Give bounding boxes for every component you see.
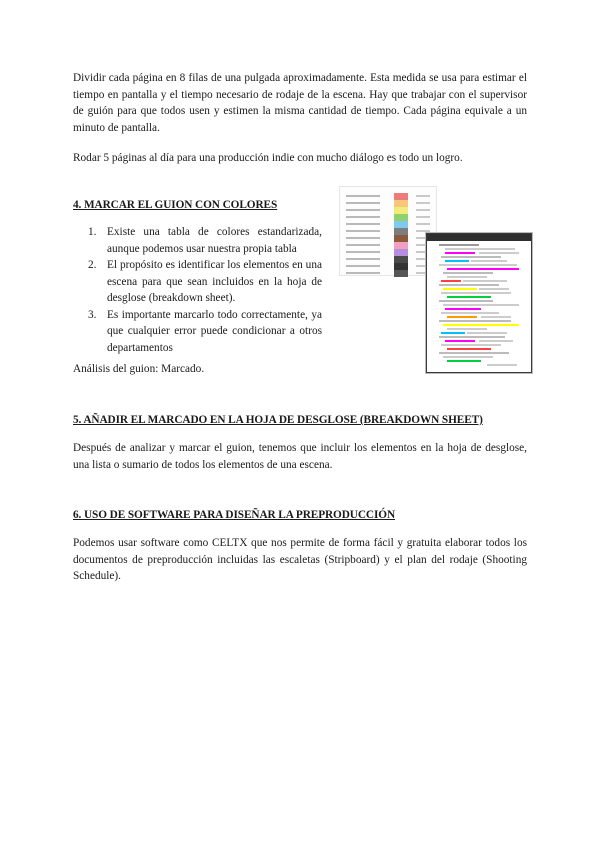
list-item	[88, 224, 322, 257]
script-line	[447, 296, 491, 298]
script-line	[439, 264, 517, 266]
color-chart-note	[416, 230, 430, 232]
figure-caption: Análisis del guion: Marcado.	[73, 363, 205, 375]
color-chart-row	[342, 256, 434, 263]
color-swatch	[394, 200, 408, 207]
script-line	[479, 340, 513, 342]
color-chart-row	[342, 242, 434, 249]
script-line	[445, 308, 481, 310]
color-chart-note	[416, 202, 430, 204]
color-chart-label	[346, 244, 380, 246]
script-line	[445, 248, 515, 250]
script-line	[471, 260, 507, 262]
color-swatch	[394, 249, 408, 256]
script-line	[447, 360, 481, 362]
script-line	[441, 332, 465, 334]
color-chart-row	[342, 270, 434, 277]
color-chart-row	[342, 214, 434, 221]
color-swatch	[394, 242, 408, 249]
script-line	[443, 288, 477, 290]
color-swatch	[394, 193, 408, 200]
color-swatch	[394, 270, 408, 277]
script-line	[441, 280, 461, 282]
color-chart-note	[416, 216, 430, 218]
script-line	[467, 332, 507, 334]
script-line	[443, 304, 519, 306]
script-line	[481, 316, 511, 318]
script-line	[439, 352, 509, 354]
color-swatch	[394, 263, 408, 270]
script-line	[447, 348, 491, 350]
script-line	[439, 320, 511, 322]
color-swatch	[394, 256, 408, 263]
script-line	[479, 288, 509, 290]
script-line	[443, 272, 493, 274]
list-item	[88, 257, 322, 307]
color-chart-note	[416, 195, 430, 197]
script-line	[445, 260, 469, 262]
color-chart-label	[346, 237, 380, 239]
color-chart-label	[346, 265, 380, 267]
script-line	[445, 252, 475, 254]
list-item-number: 1.	[88, 226, 97, 238]
list-item	[88, 307, 322, 357]
section-6-heading: 6. USO DE SOFTWARE PARA DISEÑAR LA PREPRODUCCIÓN	[73, 509, 396, 521]
script-line	[443, 324, 519, 326]
list-item-number: 2.	[88, 259, 97, 271]
color-chart-label	[346, 272, 380, 274]
section-4-list	[88, 224, 322, 356]
intro-paragraph-2: Rodar 5 páginas al día para una producción indie con mucho diálogo es todo un logro.	[73, 152, 463, 164]
marked-script-image	[426, 233, 532, 373]
color-chart-row	[342, 228, 434, 235]
color-chart-row	[342, 249, 434, 256]
color-swatch	[394, 207, 408, 214]
script-toolbar	[427, 234, 531, 241]
script-line	[439, 300, 493, 302]
section-5-paragraph: Después de analizar y marcar el guion, tenemos que incluir los elementos en la hoja de desglose, una lista o sumario de todos los elementos de una escena.	[73, 442, 527, 471]
color-swatch	[394, 214, 408, 221]
color-chart-row	[342, 200, 434, 207]
color-chart-label	[346, 195, 380, 197]
color-chart-row	[342, 193, 434, 200]
script-line	[441, 312, 499, 314]
color-chart-row	[342, 235, 434, 242]
color-swatch	[394, 235, 408, 242]
list-item-text: El propósito es identificar los elementos en una escena para que sean incluidos en la hoja de desglose (breakdown sheet).	[107, 259, 322, 304]
color-chart-row	[342, 263, 434, 270]
script-line	[447, 316, 477, 318]
color-chart-image	[339, 186, 437, 276]
color-chart-label	[346, 209, 380, 211]
color-chart-row	[342, 207, 434, 214]
intro-paragraph-1: Dividir cada página en 8 filas de una pulgada aproximadamente. Esta medida se usa para estimar el tiempo en pantalla y el tiempo necesario de rodaje de la escena. Hay que trabajar con el supervisor de guión para que todos usen y estimen la misma cantidad de tiempo. Cada página equivale a un minuto de pantalla.	[73, 72, 527, 134]
section-4-heading: 4. MARCAR EL GUION CON COLORES	[73, 199, 278, 211]
script-line	[445, 340, 475, 342]
color-chart-label	[346, 230, 380, 232]
script-line	[447, 268, 519, 270]
color-chart-row	[342, 221, 434, 228]
list-item-text: Existe una tabla de colores estandarizada, aunque podemos usar nuestra propia tabla	[107, 226, 322, 255]
script-line	[441, 344, 501, 346]
script-line	[441, 256, 501, 258]
color-swatch	[394, 228, 408, 235]
color-chart-label	[346, 258, 380, 260]
script-line	[479, 252, 519, 254]
script-line	[441, 292, 511, 294]
script-line	[439, 284, 499, 286]
color-chart-note	[416, 209, 430, 211]
script-line	[447, 276, 487, 278]
color-chart-label	[346, 251, 380, 253]
script-line	[439, 336, 505, 338]
script-line	[447, 328, 487, 330]
color-chart-label	[346, 223, 380, 225]
list-item-text: Es importante marcarlo todo correctamente, ya que cualquier error puede condicionar a otros departamentos	[107, 308, 322, 354]
color-chart-note	[416, 223, 430, 225]
color-swatch	[394, 221, 408, 228]
script-line	[487, 364, 517, 366]
color-chart-label	[346, 216, 380, 218]
section-5-heading: 5. AÑADIR EL MARCADO EN LA HOJA DE DESGLOSE (BREAKDOWN SHEET)	[73, 414, 483, 426]
script-line	[443, 356, 493, 358]
color-chart-label	[346, 202, 380, 204]
section-6-paragraph: Podemos usar software como CELTX que nos permite de forma fácil y gratuita elaborar todos los documentos de preproducción incluidas las escaletas (Stripboard) y el plan del rodaje (Shooting Schedule).	[73, 537, 527, 582]
list-item-number: 3.	[88, 308, 97, 321]
script-line	[463, 280, 507, 282]
script-line	[439, 244, 479, 246]
